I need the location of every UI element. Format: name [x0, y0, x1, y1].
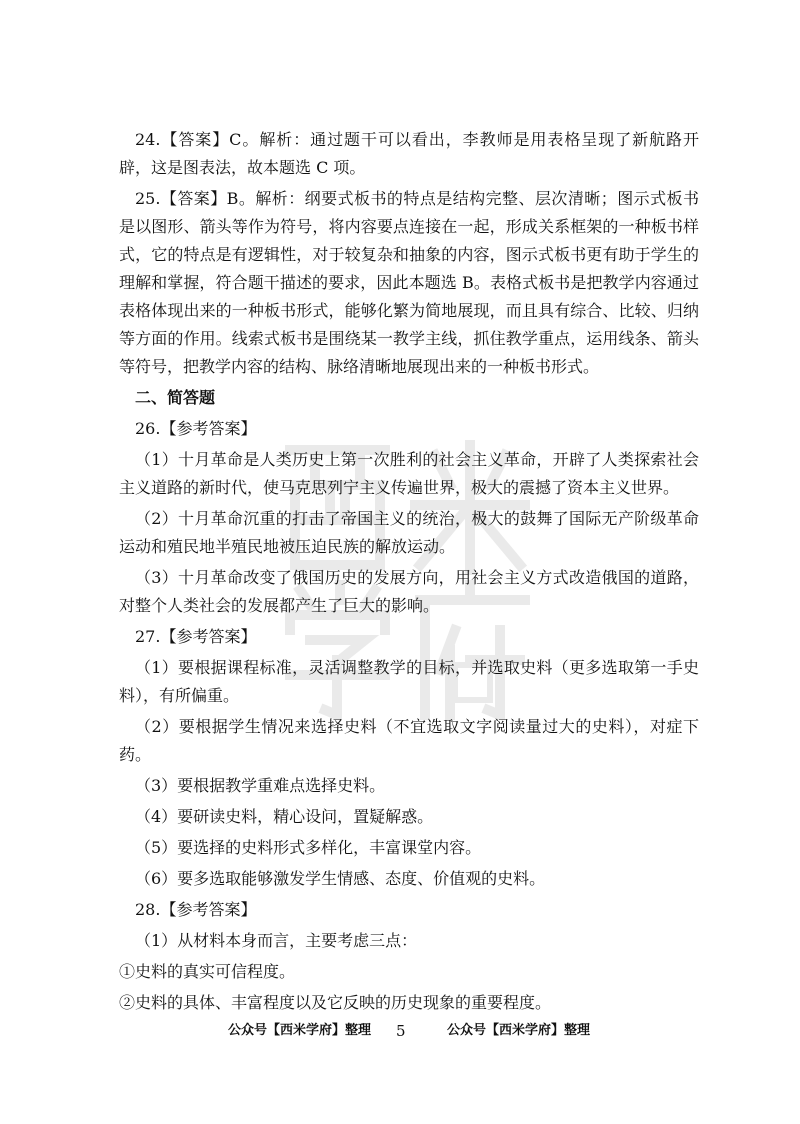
- answer-paragraph: （2）十月革命沉重的打击了帝国主义的统治，极大的鼓舞了国际无产阶级革命运动和殖民地半殖民地被压迫民族的解放运动。: [119, 509, 699, 556]
- footer-right-text: 公众号【西米学府】整理: [447, 1023, 591, 1038]
- answer-paragraph: ①史料的真实可信程度。: [119, 962, 296, 981]
- answer-paragraph: （4）要研读史料，精心设问，置疑解惑。: [135, 807, 434, 826]
- answer-paragraph: 27.【参考答案】: [135, 627, 257, 646]
- answer-paragraph: 24.【答案】C。解析：通过题干可以看出，李教师是用表格呈现了新航路开辟，这是图表法，故本题选 C 项。: [119, 130, 699, 177]
- answer-paragraph: 25.【答案】B。解析：纲要式板书的特点是结构完整、层次清晰；图示式板书是以图形、箭头等作为符号，将内容要点连接在一起，形成关系框架的一种板书样式，它的特点是有逻辑性，对于较复杂和抽象的内容，图示式板书更有助于学生的理解和掌握，符合题干描述的要求，因此本题选 B。表格式板书是把教学内容通过表格体现出来的一种板书形式，能够化繁为简地展现，而且具有综合、比较、归纳等方面的作用。线索式板书是围绕某一教学主线，抓住教学重点，运用线条、箭头等符号，把教学内容的结构、脉络清晰地展现出来的一种板书形式。: [119, 189, 699, 376]
- section-heading: 二、简答题: [135, 388, 216, 407]
- answer-paragraph: 26.【参考答案】: [135, 419, 257, 438]
- page-number: 5: [396, 1022, 406, 1040]
- answer-paragraph: （1）要根据课程标准，灵活调整教学的目标，并选取史料（更多选取第一手史料），有所偏重。: [119, 658, 699, 705]
- footer-left-text: 公众号【西米学府】整理: [228, 1023, 372, 1038]
- answer-paragraph: 28.【参考答案】: [135, 900, 257, 919]
- answer-paragraph: （5）要选择的史料形式多样化，丰富课堂内容。: [135, 838, 482, 857]
- answer-paragraph: （6）要多选取能够激发学生情感、态度、价值观的史料。: [135, 869, 546, 888]
- answer-paragraph: （1）十月革命是人类历史上第一次胜利的社会主义革命，开辟了人类探索社会主义道路的新时代，使马克思列宁主义传遍世界，极大的震撼了资本主义世界。: [119, 450, 699, 497]
- answer-paragraph: （1）从材料本身而言，主要考虑三点：: [135, 931, 418, 950]
- answer-paragraph: （2）要根据学生情况来选择史料（不宜选取文字阅读量过大的史料），对症下药。: [119, 717, 699, 764]
- answer-paragraph: （3）十月革命改变了俄国历史的发展方向，用社会主义方式改造俄国的道路，对整个人类社会的发展都产生了巨大的影响。: [119, 568, 699, 615]
- answer-paragraph: ②史料的具体、丰富程度以及它反映的历史现象的重要程度。: [119, 993, 552, 1012]
- answer-paragraph: （3）要根据教学重难点选择史料。: [135, 776, 386, 795]
- answer-content: [119, 126, 699, 1020]
